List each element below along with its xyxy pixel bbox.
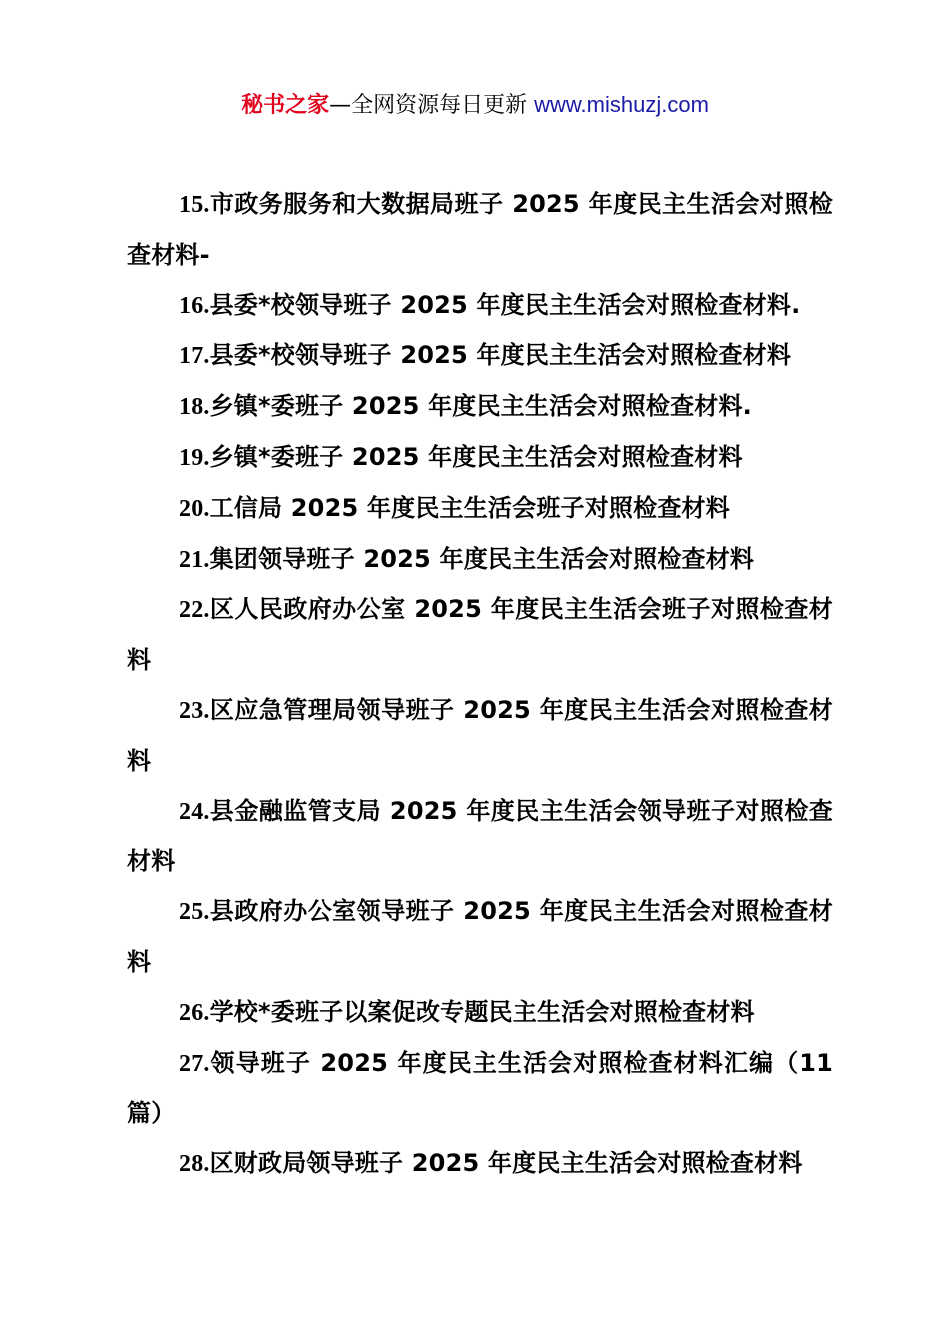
item-title: 县委*校领导班子 2025 年度民主生活会对照检查材料. [209,290,801,319]
list-item [127,1139,833,1190]
list-item [127,331,833,382]
item-title: 工信局 2025 年度民主生活会班子对照检查材料 [209,493,730,522]
item-title: 县政府办公室领导班子 2025 年度民主生活会对照检查材料 [127,897,833,976]
item-title: 乡镇*委班子 2025 年度民主生活会对照检查材料 [209,442,743,471]
item-title: 领导班子 2025 年度民主生活会对照检查材料汇编（11 篇） [127,1048,833,1128]
item-number: 18. [179,394,210,421]
list-item [127,787,833,888]
site-url[interactable]: www.mishuzj.com [534,92,709,117]
list-item [127,887,833,988]
item-number: 15. [179,192,210,218]
item-title: 区应急管理局领导班子 2025 年度民主生活会对照检查材料 [127,695,833,775]
item-title: 乡镇*委班子 2025 年度民主生活会对照检查材料. [209,392,752,421]
item-title: 集团领导班子 2025 年度民主生活会对照检查材料 [209,544,755,573]
item-number: 21. [179,546,210,573]
list-item [127,988,833,1039]
item-number: 16. [179,292,210,319]
item-number: 23. [179,697,210,724]
list-item [127,535,833,586]
list-item [127,281,833,332]
item-number: 26. [179,999,210,1026]
list-item [127,180,833,281]
item-title: 市政务服务和大数据局班子 2025 年度民主生活会对照检查材料- [127,190,833,269]
item-title: 区人民政府办公室 2025 年度民主生活会班子对照检查材料 [127,595,833,675]
document-list [127,180,833,1190]
item-title: 学校*委班子以案促改专题民主生活会对照检查材料 [209,997,755,1026]
item-number: 19. [179,444,210,471]
item-number: 22. [179,597,210,624]
item-number: 27. [179,1050,210,1077]
item-number: 20. [179,495,210,522]
item-title: 区财政局领导班子 2025 年度民主生活会对照检查材料 [209,1149,803,1178]
item-number: 24. [179,798,210,825]
list-item [127,433,833,484]
list-item [127,686,833,787]
brand-name: 秘书之家 [241,93,330,118]
item-title: 县金融监管支局 2025 年度民主生活会领导班子对照检查材料 [127,796,833,876]
item-number: 25. [179,899,210,926]
list-item [127,484,833,535]
page-header [0,88,950,123]
list-item [127,585,833,686]
item-title: 县委*校领导班子 2025 年度民主生活会对照检查材料 [209,341,792,370]
item-number: 28. [179,1151,210,1178]
list-item [127,1039,833,1140]
item-number: 17. [179,343,210,370]
header-tagline: —全网资源每日更新 [329,93,535,118]
list-item [127,382,833,433]
